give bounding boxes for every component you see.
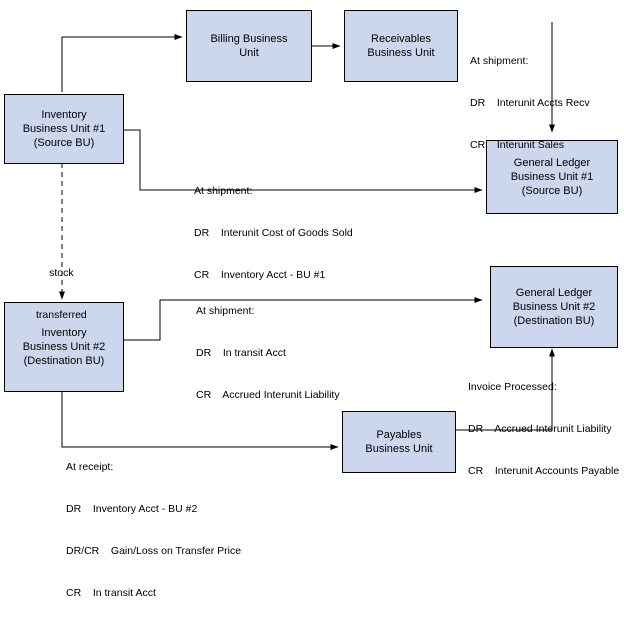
node-line: (Destination BU) [513, 315, 595, 327]
annotation-shipment-receivables [470, 26, 590, 180]
annotation-line: transferred [36, 309, 87, 321]
node-payables-business-unit[interactable] [342, 411, 456, 473]
annotation-line: At shipment: [470, 55, 529, 67]
annotation-line: DR Interunit Accts Recv [470, 97, 590, 109]
annotation-line: At shipment: [196, 305, 255, 317]
node-line: Business Unit #2 [22, 341, 106, 353]
node-inventory-business-unit-1[interactable] [4, 94, 124, 164]
node-line: Business Unit [365, 443, 433, 455]
node-line: Unit [239, 47, 259, 59]
annotation-line: CR Interunit Accounts Payable [468, 465, 620, 477]
annotation-line: At shipment: [194, 185, 253, 197]
annotation-line: DR Inventory Acct - BU #2 [66, 503, 198, 515]
annotation-at-receipt [66, 432, 241, 628]
annotation-line: CR Inventory Acct - BU #1 [194, 269, 326, 281]
annotation-stock-transferred [36, 238, 87, 350]
annotation-line: CR Accrued Interunit Liability [196, 389, 340, 401]
node-line: Inventory [41, 327, 87, 339]
annotation-line: Invoice Processed: [468, 381, 557, 393]
annotation-line: DR Accrued Interunit Liability [468, 423, 612, 435]
annotation-line: DR Interunit Cost of Goods Sold [194, 227, 353, 239]
node-line: General Ledger [515, 287, 593, 299]
node-line: General Ledger [513, 157, 591, 169]
node-line: Receivables [371, 33, 431, 45]
node-line: Business Unit #1 [22, 123, 106, 135]
annotation-line: At receipt: [66, 461, 114, 473]
node-billing-business-unit[interactable] [186, 10, 312, 82]
node-line: Payables [376, 429, 422, 441]
annotation-shipment-in-transit [196, 276, 340, 430]
annotation-line: DR/CR Gain/Loss on Transfer Price [66, 545, 242, 557]
annotation-line: DR In transit Acct [196, 347, 286, 359]
node-line: (Source BU) [521, 185, 583, 197]
annotation-line: stock [49, 267, 74, 279]
node-line: Business Unit [367, 47, 435, 59]
annotation-line: CR Interunit Sales [470, 139, 564, 151]
node-line: Billing Business [210, 33, 288, 45]
annotation-line: CR In transit Acct [66, 587, 156, 599]
node-line: Inventory [41, 109, 87, 121]
annotation-invoice-processed [468, 352, 619, 506]
node-general-ledger-business-unit-2[interactable] [490, 266, 618, 348]
node-line: Business Unit #1 [510, 171, 594, 183]
node-line: Business Unit #2 [512, 301, 596, 313]
node-line: (Destination BU) [23, 355, 105, 367]
node-receivables-business-unit[interactable] [344, 10, 458, 82]
node-line: (Source BU) [33, 137, 95, 149]
